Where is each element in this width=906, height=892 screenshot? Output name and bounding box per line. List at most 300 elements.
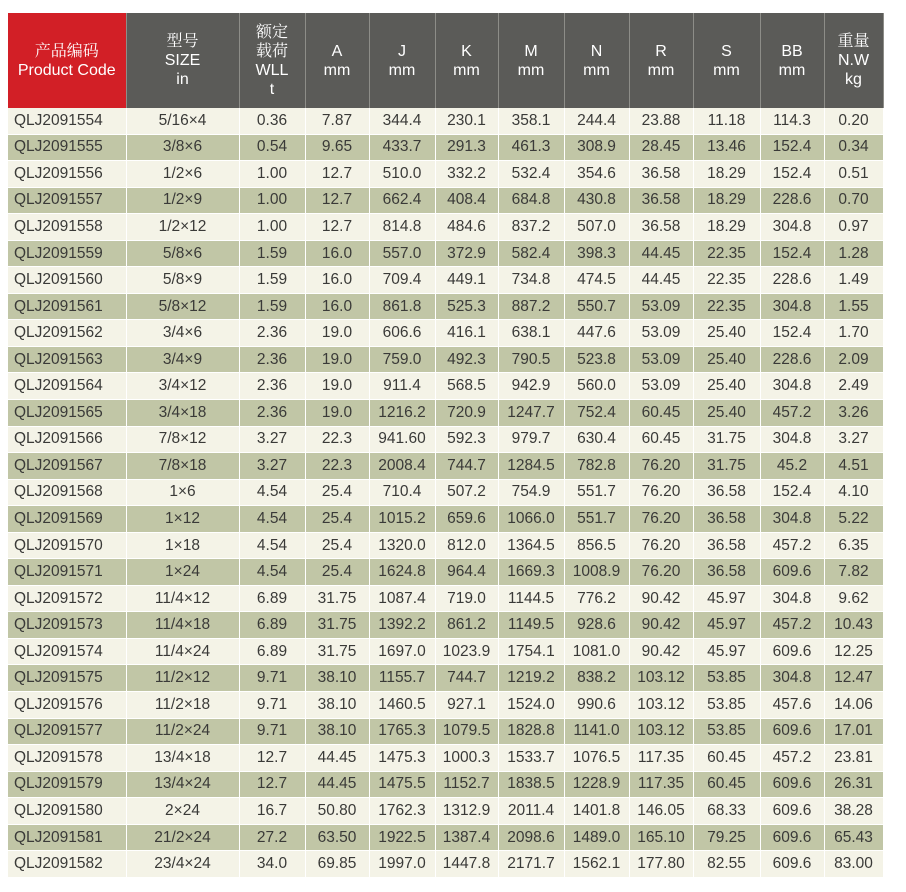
cell-m: 734.8 <box>498 267 564 294</box>
cell-n: 560.0 <box>564 373 629 400</box>
cell-nw: 6.35 <box>824 532 883 559</box>
cell-code: QLJ2091574 <box>8 638 126 665</box>
column-header-line: R <box>655 42 667 60</box>
cell-k: 449.1 <box>435 267 498 294</box>
cell-a: 25.4 <box>305 532 369 559</box>
table-row <box>8 108 883 134</box>
cell-nw: 14.06 <box>824 692 883 719</box>
cell-k: 744.7 <box>435 665 498 692</box>
cell-k: 372.9 <box>435 240 498 267</box>
cell-code: QLJ2091565 <box>8 400 126 427</box>
cell-code: QLJ2091559 <box>8 240 126 267</box>
cell-a: 69.85 <box>305 851 369 878</box>
cell-s: 36.58 <box>693 506 760 533</box>
column-header-line: M <box>524 42 538 60</box>
cell-m: 1364.5 <box>498 532 564 559</box>
cell-k: 719.0 <box>435 585 498 612</box>
cell-r: 28.45 <box>629 134 693 161</box>
cell-bb: 304.8 <box>760 426 824 453</box>
cell-code: QLJ2091581 <box>8 824 126 851</box>
cell-wll: 34.0 <box>239 851 305 878</box>
cell-s: 36.58 <box>693 559 760 586</box>
cell-s: 53.85 <box>693 665 760 692</box>
cell-size: 11/2×12 <box>126 665 239 692</box>
cell-size: 1/2×6 <box>126 161 239 188</box>
cell-bb: 609.6 <box>760 824 824 851</box>
column-header-line: mm <box>778 61 806 79</box>
table-row <box>8 745 883 772</box>
cell-n: 782.8 <box>564 453 629 480</box>
cell-code: QLJ2091568 <box>8 479 126 506</box>
cell-size: 13/4×24 <box>126 771 239 798</box>
cell-k: 1079.5 <box>435 718 498 745</box>
table-row <box>8 798 883 825</box>
column-header-line: mm <box>647 61 675 79</box>
cell-wll: 6.89 <box>239 612 305 639</box>
column-header-wll <box>239 13 305 108</box>
cell-a: 16.0 <box>305 267 369 294</box>
cell-wll: 4.54 <box>239 506 305 533</box>
cell-k: 1447.8 <box>435 851 498 878</box>
cell-code: QLJ2091566 <box>8 426 126 453</box>
cell-s: 36.58 <box>693 479 760 506</box>
cell-k: 1023.9 <box>435 638 498 665</box>
cell-n: 928.6 <box>564 612 629 639</box>
column-header-line: N <box>590 42 603 60</box>
cell-nw: 0.51 <box>824 161 883 188</box>
column-header-n <box>564 13 629 108</box>
cell-wll: 2.36 <box>239 320 305 347</box>
table-row <box>8 532 883 559</box>
cell-a: 9.65 <box>305 134 369 161</box>
cell-j: 662.4 <box>369 187 435 214</box>
cell-size: 5/16×4 <box>126 108 239 134</box>
cell-n: 398.3 <box>564 240 629 267</box>
cell-s: 31.75 <box>693 426 760 453</box>
cell-code: QLJ2091567 <box>8 453 126 480</box>
cell-r: 76.20 <box>629 532 693 559</box>
cell-a: 63.50 <box>305 824 369 851</box>
column-header-line: WLL <box>255 61 289 79</box>
cell-s: 11.18 <box>693 108 760 134</box>
cell-nw: 65.43 <box>824 824 883 851</box>
cell-m: 582.4 <box>498 240 564 267</box>
cell-k: 1152.7 <box>435 771 498 798</box>
cell-code: QLJ2091560 <box>8 267 126 294</box>
column-header-line: 重量 <box>837 33 870 50</box>
cell-size: 1×24 <box>126 559 239 586</box>
cell-m: 1828.8 <box>498 718 564 745</box>
column-header-a <box>305 13 369 108</box>
cell-r: 177.80 <box>629 851 693 878</box>
column-header-line: N.W <box>837 52 870 69</box>
cell-n: 990.6 <box>564 692 629 719</box>
cell-code: QLJ2091562 <box>8 320 126 347</box>
cell-nw: 5.22 <box>824 506 883 533</box>
cell-bb: 609.6 <box>760 638 824 665</box>
column-header-j <box>369 13 435 108</box>
cell-bb: 609.6 <box>760 798 824 825</box>
cell-code: QLJ2091572 <box>8 585 126 612</box>
cell-m: 754.9 <box>498 479 564 506</box>
cell-n: 354.6 <box>564 161 629 188</box>
cell-bb: 609.6 <box>760 771 824 798</box>
cell-nw: 7.82 <box>824 559 883 586</box>
cell-k: 332.2 <box>435 161 498 188</box>
cell-s: 53.85 <box>693 718 760 745</box>
cell-nw: 4.10 <box>824 479 883 506</box>
column-header-r <box>629 13 693 108</box>
cell-s: 31.75 <box>693 453 760 480</box>
cell-s: 18.29 <box>693 214 760 241</box>
cell-wll: 9.71 <box>239 665 305 692</box>
cell-j: 1762.3 <box>369 798 435 825</box>
cell-m: 1219.2 <box>498 665 564 692</box>
cell-r: 117.35 <box>629 771 693 798</box>
cell-bb: 152.4 <box>760 479 824 506</box>
cell-a: 38.10 <box>305 692 369 719</box>
column-header-k <box>435 13 498 108</box>
cell-wll: 4.54 <box>239 479 305 506</box>
cell-k: 964.4 <box>435 559 498 586</box>
cell-size: 11/4×18 <box>126 612 239 639</box>
cell-r: 90.42 <box>629 585 693 612</box>
cell-m: 1838.5 <box>498 771 564 798</box>
cell-k: 230.1 <box>435 108 498 134</box>
cell-m: 2098.6 <box>498 824 564 851</box>
cell-a: 19.0 <box>305 373 369 400</box>
cell-r: 36.58 <box>629 161 693 188</box>
cell-bb: 152.4 <box>760 134 824 161</box>
table-body <box>8 108 883 877</box>
cell-r: 36.58 <box>629 214 693 241</box>
cell-bb: 152.4 <box>760 320 824 347</box>
cell-bb: 457.2 <box>760 400 824 427</box>
cell-s: 79.25 <box>693 824 760 851</box>
cell-bb: 304.8 <box>760 506 824 533</box>
cell-size: 1/2×9 <box>126 187 239 214</box>
cell-code: QLJ2091555 <box>8 134 126 161</box>
cell-r: 44.45 <box>629 240 693 267</box>
cell-bb: 228.6 <box>760 267 824 294</box>
cell-m: 1247.7 <box>498 400 564 427</box>
cell-nw: 26.31 <box>824 771 883 798</box>
cell-m: 979.7 <box>498 426 564 453</box>
cell-a: 31.75 <box>305 638 369 665</box>
cell-wll: 1.59 <box>239 240 305 267</box>
cell-a: 44.45 <box>305 745 369 772</box>
table-row <box>8 718 883 745</box>
cell-bb: 152.4 <box>760 240 824 267</box>
cell-j: 433.7 <box>369 134 435 161</box>
cell-wll: 6.89 <box>239 638 305 665</box>
cell-nw: 9.62 <box>824 585 883 612</box>
cell-n: 244.4 <box>564 108 629 134</box>
cell-code: QLJ2091563 <box>8 346 126 373</box>
cell-a: 16.0 <box>305 293 369 320</box>
cell-size: 3/4×9 <box>126 346 239 373</box>
cell-nw: 3.27 <box>824 426 883 453</box>
cell-wll: 3.27 <box>239 453 305 480</box>
cell-m: 1284.5 <box>498 453 564 480</box>
cell-n: 752.4 <box>564 400 629 427</box>
table-row <box>8 692 883 719</box>
cell-k: 659.6 <box>435 506 498 533</box>
cell-bb: 609.6 <box>760 718 824 745</box>
table-row <box>8 585 883 612</box>
column-header-nw <box>824 13 883 108</box>
cell-a: 38.10 <box>305 718 369 745</box>
cell-code: QLJ2091576 <box>8 692 126 719</box>
cell-k: 1387.4 <box>435 824 498 851</box>
cell-nw: 17.01 <box>824 718 883 745</box>
table-row <box>8 851 883 878</box>
cell-size: 13/4×18 <box>126 745 239 772</box>
cell-wll: 2.36 <box>239 400 305 427</box>
cell-wll: 0.36 <box>239 108 305 134</box>
column-header-line: mm <box>583 61 610 79</box>
column-header-line: kg <box>845 71 862 88</box>
cell-a: 7.87 <box>305 108 369 134</box>
cell-nw: 3.26 <box>824 400 883 427</box>
cell-code: QLJ2091564 <box>8 373 126 400</box>
cell-nw: 0.97 <box>824 214 883 241</box>
cell-n: 1562.1 <box>564 851 629 878</box>
column-header-line: in <box>176 71 189 88</box>
cell-s: 45.97 <box>693 638 760 665</box>
cell-s: 25.40 <box>693 400 760 427</box>
cell-a: 31.75 <box>305 585 369 612</box>
cell-s: 22.35 <box>693 267 760 294</box>
table-row <box>8 638 883 665</box>
cell-j: 510.0 <box>369 161 435 188</box>
cell-bb: 228.6 <box>760 187 824 214</box>
cell-r: 60.45 <box>629 426 693 453</box>
cell-n: 308.9 <box>564 134 629 161</box>
cell-j: 1216.2 <box>369 400 435 427</box>
column-header-line: 型号 <box>166 33 199 50</box>
cell-n: 430.8 <box>564 187 629 214</box>
cell-m: 1066.0 <box>498 506 564 533</box>
cell-wll: 4.54 <box>239 559 305 586</box>
column-header-line: t <box>269 80 275 98</box>
table-row <box>8 293 883 320</box>
cell-a: 25.4 <box>305 506 369 533</box>
cell-r: 103.12 <box>629 692 693 719</box>
cell-size: 3/4×18 <box>126 400 239 427</box>
cell-j: 1475.3 <box>369 745 435 772</box>
cell-nw: 12.25 <box>824 638 883 665</box>
cell-code: QLJ2091569 <box>8 506 126 533</box>
cell-wll: 4.54 <box>239 532 305 559</box>
column-header-line: BB <box>781 42 803 60</box>
cell-m: 887.2 <box>498 293 564 320</box>
cell-r: 76.20 <box>629 453 693 480</box>
cell-n: 630.4 <box>564 426 629 453</box>
cell-wll: 6.89 <box>239 585 305 612</box>
column-header-line: J <box>398 42 406 60</box>
table-row <box>8 771 883 798</box>
column-header-line: mm <box>388 61 416 79</box>
cell-bb: 304.8 <box>760 293 824 320</box>
cell-code: QLJ2091580 <box>8 798 126 825</box>
cell-code: QLJ2091554 <box>8 108 126 134</box>
cell-m: 942.9 <box>498 373 564 400</box>
cell-k: 507.2 <box>435 479 498 506</box>
column-header-line: K <box>461 42 472 60</box>
cell-j: 1922.5 <box>369 824 435 851</box>
cell-a: 19.0 <box>305 320 369 347</box>
table-row <box>8 506 883 533</box>
table-row <box>8 240 883 267</box>
cell-nw: 10.43 <box>824 612 883 639</box>
cell-size: 11/2×24 <box>126 718 239 745</box>
cell-n: 776.2 <box>564 585 629 612</box>
cell-n: 1401.8 <box>564 798 629 825</box>
table-row <box>8 612 883 639</box>
cell-n: 1141.0 <box>564 718 629 745</box>
column-header-line: SIZE <box>164 52 201 69</box>
cell-wll: 12.7 <box>239 745 305 772</box>
cell-k: 492.3 <box>435 346 498 373</box>
cell-j: 861.8 <box>369 293 435 320</box>
cell-wll: 9.71 <box>239 692 305 719</box>
cell-a: 16.0 <box>305 240 369 267</box>
cell-r: 90.42 <box>629 612 693 639</box>
cell-s: 68.33 <box>693 798 760 825</box>
cell-m: 790.5 <box>498 346 564 373</box>
cell-size: 1×18 <box>126 532 239 559</box>
cell-nw: 1.49 <box>824 267 883 294</box>
cell-size: 7/8×18 <box>126 453 239 480</box>
cell-bb: 304.8 <box>760 214 824 241</box>
cell-j: 759.0 <box>369 346 435 373</box>
cell-size: 3/4×12 <box>126 373 239 400</box>
cell-k: 812.0 <box>435 532 498 559</box>
table-row <box>8 559 883 586</box>
cell-r: 103.12 <box>629 665 693 692</box>
cell-wll: 9.71 <box>239 718 305 745</box>
cell-size: 5/8×9 <box>126 267 239 294</box>
table-row <box>8 161 883 188</box>
cell-wll: 12.7 <box>239 771 305 798</box>
cell-j: 1320.0 <box>369 532 435 559</box>
cell-m: 1144.5 <box>498 585 564 612</box>
cell-bb: 457.2 <box>760 532 824 559</box>
column-header-line: 载荷 <box>255 42 288 60</box>
cell-j: 710.4 <box>369 479 435 506</box>
cell-s: 60.45 <box>693 745 760 772</box>
cell-j: 1697.0 <box>369 638 435 665</box>
cell-s: 18.29 <box>693 161 760 188</box>
cell-r: 53.09 <box>629 373 693 400</box>
cell-nw: 0.70 <box>824 187 883 214</box>
cell-wll: 3.27 <box>239 426 305 453</box>
cell-nw: 2.09 <box>824 346 883 373</box>
cell-r: 90.42 <box>629 638 693 665</box>
column-header-size <box>126 13 239 108</box>
cell-k: 720.9 <box>435 400 498 427</box>
cell-k: 927.1 <box>435 692 498 719</box>
cell-m: 1533.7 <box>498 745 564 772</box>
cell-n: 447.6 <box>564 320 629 347</box>
cell-s: 25.40 <box>693 346 760 373</box>
cell-k: 484.6 <box>435 214 498 241</box>
cell-j: 1765.3 <box>369 718 435 745</box>
cell-a: 12.7 <box>305 187 369 214</box>
cell-a: 44.45 <box>305 771 369 798</box>
table-row <box>8 453 883 480</box>
cell-j: 1155.7 <box>369 665 435 692</box>
table-row <box>8 346 883 373</box>
table-row <box>8 400 883 427</box>
cell-m: 358.1 <box>498 108 564 134</box>
cell-a: 38.10 <box>305 665 369 692</box>
cell-n: 550.7 <box>564 293 629 320</box>
cell-nw: 2.49 <box>824 373 883 400</box>
cell-j: 606.6 <box>369 320 435 347</box>
cell-size: 1×12 <box>126 506 239 533</box>
cell-code: QLJ2091579 <box>8 771 126 798</box>
cell-size: 7/8×12 <box>126 426 239 453</box>
cell-s: 22.35 <box>693 240 760 267</box>
cell-wll: 1.00 <box>239 214 305 241</box>
cell-size: 5/8×6 <box>126 240 239 267</box>
column-header-line: mm <box>713 61 740 79</box>
cell-j: 814.8 <box>369 214 435 241</box>
cell-size: 11/4×24 <box>126 638 239 665</box>
cell-nw: 1.28 <box>824 240 883 267</box>
cell-j: 1087.4 <box>369 585 435 612</box>
column-header-line: mm <box>517 61 545 79</box>
cell-nw: 23.81 <box>824 745 883 772</box>
cell-j: 941.60 <box>369 426 435 453</box>
cell-m: 532.4 <box>498 161 564 188</box>
cell-r: 76.20 <box>629 479 693 506</box>
cell-a: 22.3 <box>305 426 369 453</box>
cell-code: QLJ2091582 <box>8 851 126 878</box>
cell-m: 638.1 <box>498 320 564 347</box>
cell-size: 1×6 <box>126 479 239 506</box>
column-header-line: S <box>721 42 732 60</box>
cell-code: QLJ2091573 <box>8 612 126 639</box>
cell-m: 1149.5 <box>498 612 564 639</box>
table-row <box>8 665 883 692</box>
cell-wll: 16.7 <box>239 798 305 825</box>
cell-bb: 114.3 <box>760 108 824 134</box>
cell-r: 76.20 <box>629 559 693 586</box>
cell-r: 165.10 <box>629 824 693 851</box>
cell-k: 291.3 <box>435 134 498 161</box>
cell-bb: 457.2 <box>760 612 824 639</box>
cell-s: 13.46 <box>693 134 760 161</box>
cell-wll: 2.36 <box>239 373 305 400</box>
cell-bb: 228.6 <box>760 346 824 373</box>
cell-k: 525.3 <box>435 293 498 320</box>
cell-s: 36.58 <box>693 532 760 559</box>
cell-code: QLJ2091570 <box>8 532 126 559</box>
cell-k: 568.5 <box>435 373 498 400</box>
cell-r: 103.12 <box>629 718 693 745</box>
cell-j: 1475.5 <box>369 771 435 798</box>
cell-s: 22.35 <box>693 293 760 320</box>
cell-r: 60.45 <box>629 400 693 427</box>
cell-r: 117.35 <box>629 745 693 772</box>
cell-size: 11/4×12 <box>126 585 239 612</box>
cell-j: 2008.4 <box>369 453 435 480</box>
column-header-s <box>693 13 760 108</box>
cell-n: 838.2 <box>564 665 629 692</box>
